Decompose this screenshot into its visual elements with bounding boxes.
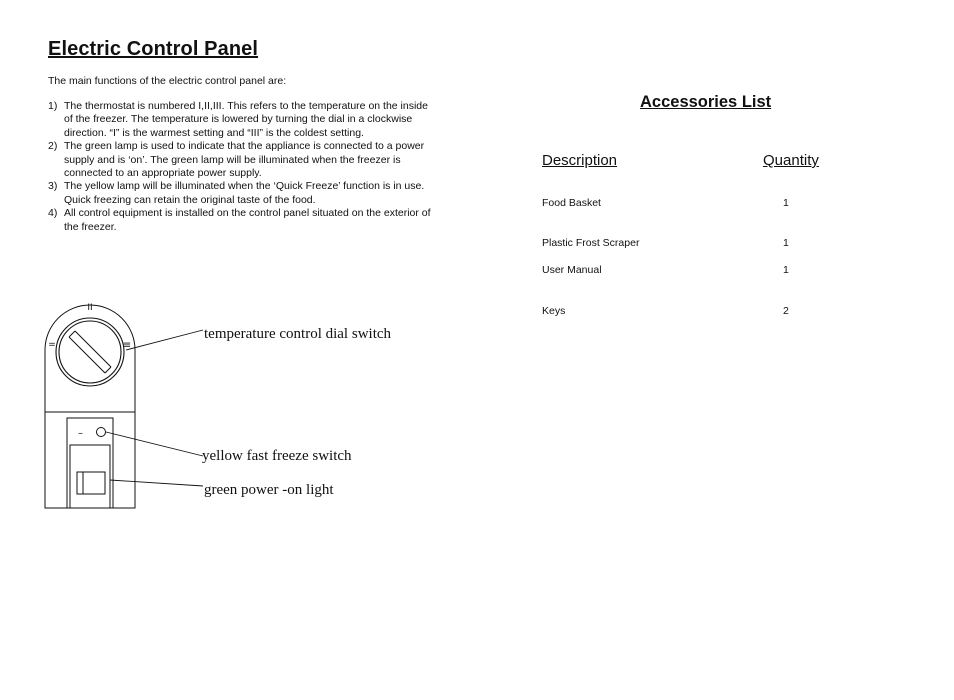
list-item-number: 2)	[48, 140, 58, 153]
list-item-text: The green lamp is used to indicate that the appliance is connected to a power supply and is ‘on’. The green lamp will be illuminated when the freezer is connected to an appropriate power supply.	[64, 140, 425, 180]
accessory-description: User Manual	[542, 264, 602, 276]
power-light-icon	[77, 472, 105, 494]
list-item-number: 1)	[48, 100, 58, 112]
dial-label-left: =	[48, 340, 56, 350]
power-light-callout: green power -on light	[204, 482, 334, 498]
power-light-leader-line	[110, 480, 203, 486]
control-panel-diagram	[40, 290, 440, 520]
list-item-number: 4)	[48, 207, 58, 220]
accessory-quantity: 1	[783, 197, 789, 209]
accessory-quantity: 1	[783, 237, 789, 249]
accessory-description: Plastic Frost Scraper	[542, 237, 640, 249]
dial-knob-icon	[69, 331, 111, 373]
accessory-quantity: 2	[783, 305, 789, 317]
functions-list	[48, 100, 438, 234]
list-item-text: The yellow lamp will be illuminated when the ‘Quick Freeze’ function is in use. Quick freezing can retain the original taste of the food.	[64, 180, 425, 206]
accessories-title: Accessories List	[640, 93, 772, 111]
accessory-description: Keys	[542, 305, 566, 317]
quantity-header: Quantity	[763, 152, 819, 169]
fast-freeze-switch-icon	[97, 428, 106, 437]
fast-freeze-callout: yellow fast freeze switch	[202, 448, 352, 464]
list-item-number: 3)	[48, 180, 58, 193]
list-item-text: The thermostat is numbered I,II,III. This refers to the temperature on the inside of the freezer. The temperature is lowered by turning the dial in a clockwise direction. “I” is the warmest setting and “III” is the coldest setting.	[64, 100, 428, 139]
dial-outer-ring	[56, 318, 124, 386]
dial-label-right: ≡	[122, 340, 132, 351]
panel-housing	[45, 305, 135, 508]
list-item	[48, 207, 438, 234]
accessory-description: Food Basket	[542, 197, 601, 209]
list-item	[48, 100, 438, 140]
list-item	[48, 180, 438, 207]
control-panel-intro: The main functions of the electric control panel are:	[48, 75, 287, 87]
description-header: Description	[542, 152, 618, 169]
list-item	[48, 140, 438, 180]
dial-callout: temperature control dial switch	[204, 326, 392, 342]
switch-mark: –	[78, 428, 83, 439]
list-item-text: All control equipment is installed on the control panel situated on the exterior of the freezer.	[64, 207, 431, 233]
dial-label-top: II	[87, 303, 93, 313]
switch-frame	[70, 445, 110, 508]
fast-freeze-leader-line	[106, 432, 203, 456]
accessory-quantity: 1	[783, 264, 789, 276]
control-panel-title: Electric Control Panel	[48, 38, 259, 60]
dial-leader-line	[126, 330, 203, 350]
dial-inner-ring	[59, 321, 121, 383]
